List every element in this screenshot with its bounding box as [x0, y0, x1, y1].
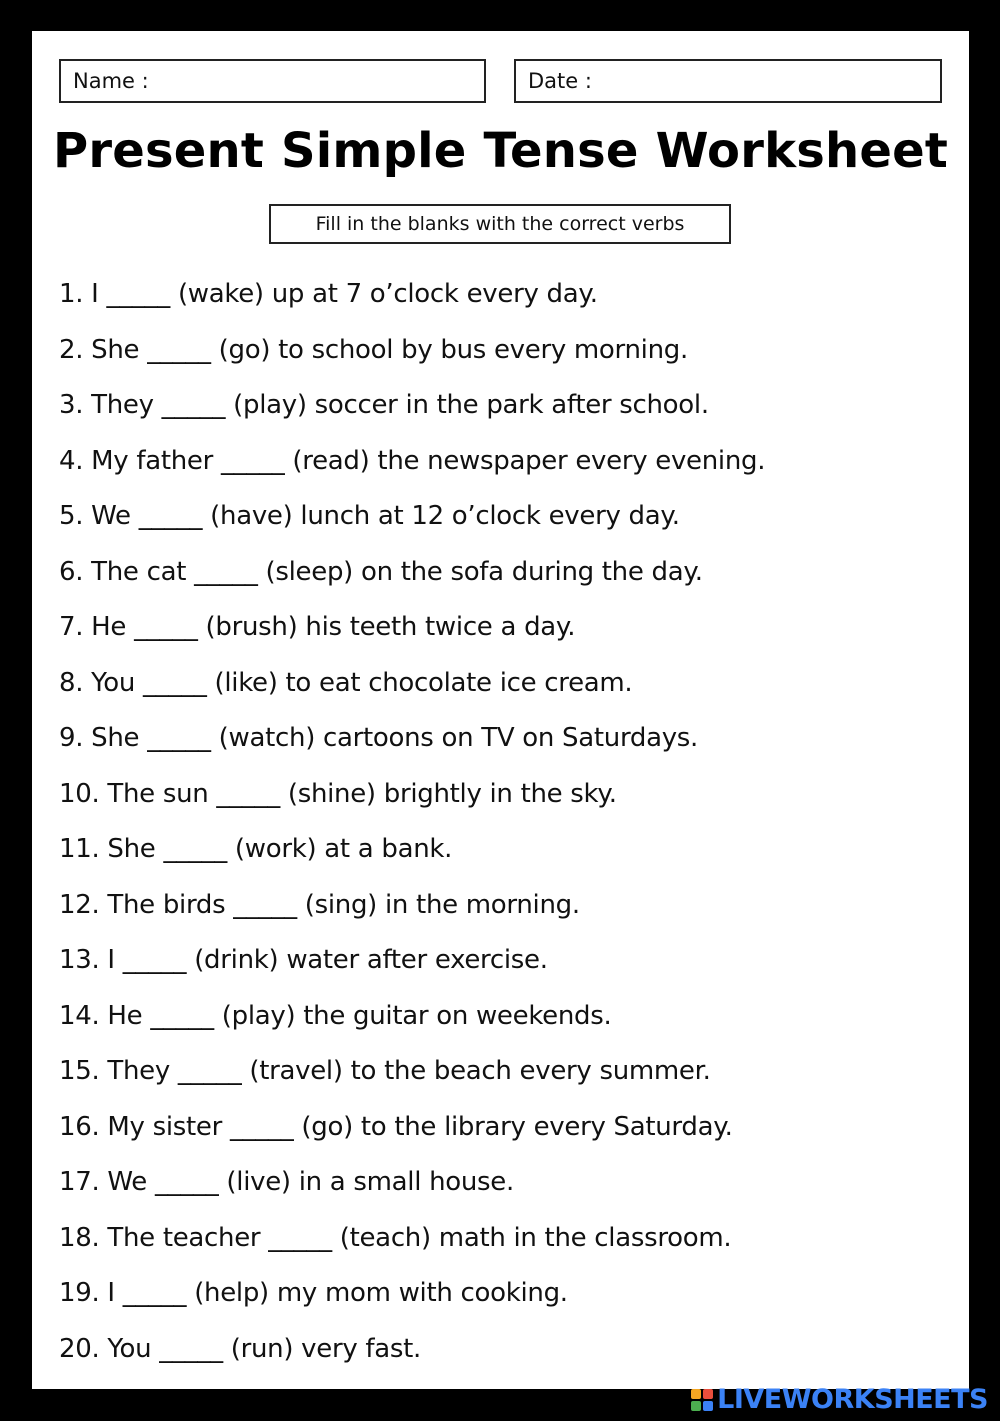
question-item: 19. I _____ (help) my mom with cooking. — [59, 1278, 568, 1308]
logo-square-4 — [703, 1401, 713, 1411]
question-item: 4. My father _____ (read) the newspaper every evening. — [59, 445, 766, 476]
question-item: 14. He _____ (play) the guitar on weekends. — [59, 1000, 612, 1031]
question-item: 17. We _____ (live) in a small house. — [59, 1167, 514, 1197]
question-item: 7. He _____ (brush) his teeth twice a day. — [59, 612, 576, 642]
instructions-box: Fill in the blanks with the correct verbs — [269, 204, 731, 244]
question-item: 6. The cat _____ (sleep) on the sofa during the day. — [59, 556, 703, 587]
question-item: 8. You _____ (like) to eat chocolate ice cream. — [59, 667, 633, 698]
logo-square-2 — [703, 1389, 713, 1399]
liveworksheets-watermark[interactable] — [691, 1384, 988, 1415]
logo-square-1 — [691, 1389, 701, 1399]
question-item: 11. She _____ (work) at a bank. — [59, 834, 453, 864]
question-item: 1. I _____ (wake) up at 7 o’clock every day. — [59, 279, 598, 309]
date-field[interactable] — [514, 59, 942, 103]
question-item: 16. My sister _____ (go) to the library every Saturday. — [59, 1111, 733, 1142]
name-label: Name : — [73, 69, 149, 93]
page-title: Present Simple Tense Worksheet — [52, 123, 948, 179]
watermark-text: LIVEWORKSHEETS — [717, 1384, 988, 1415]
question-item: 5. We _____ (have) lunch at 12 o’clock every day. — [59, 501, 680, 531]
worksheet-page — [32, 31, 969, 1389]
name-field[interactable] — [59, 59, 486, 103]
question-item: 10. The sun _____ (shine) brightly in the sky. — [59, 778, 617, 809]
question-list — [59, 271, 949, 1381]
question-item: 20. You _____ (run) very fast. — [59, 1333, 421, 1364]
liveworksheets-logo-icon — [691, 1389, 713, 1411]
question-item: 3. They _____ (play) soccer in the park after school. — [59, 390, 709, 420]
question-item: 13. I _____ (drink) water after exercise. — [59, 945, 548, 975]
logo-square-3 — [691, 1401, 701, 1411]
question-item: 15. They _____ (travel) to the beach every summer. — [59, 1056, 711, 1086]
question-item: 2. She _____ (go) to school by bus every morning. — [59, 334, 688, 365]
question-item: 9. She _____ (watch) cartoons on TV on Saturdays. — [59, 723, 699, 753]
question-item: 12. The birds _____ (sing) in the morning. — [59, 889, 580, 920]
question-item: 18. The teacher _____ (teach) math in the classroom. — [59, 1222, 732, 1253]
date-label: Date : — [528, 69, 592, 93]
